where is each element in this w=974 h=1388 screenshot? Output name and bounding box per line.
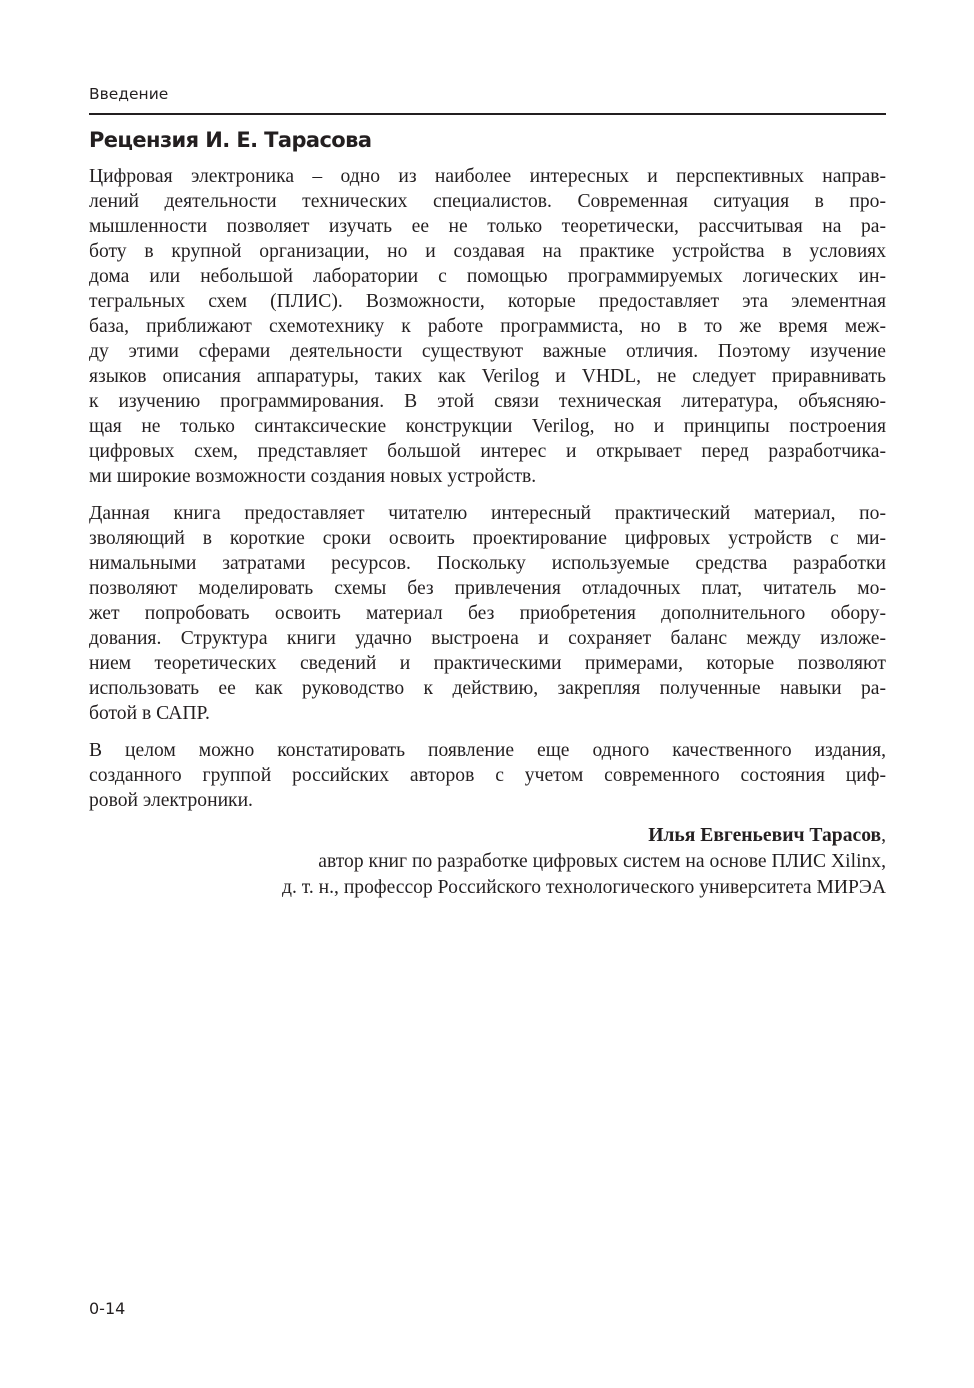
- text-line: цифровых схем, представляет большой интерес и открывает перед разработчика-: [89, 441, 886, 462]
- signature-name-line: [89, 823, 886, 849]
- text-line: к изучению программирования. В этой связи техническая литература, объясняю-: [89, 391, 886, 412]
- text-line: зволяющий в короткие сроки освоить проектирование цифровых устройств с ми-: [89, 528, 886, 549]
- section-title: Рецензия И. Е. Тарасова: [89, 128, 372, 152]
- reviewer-credentials-2: д. т. н., профессор Российского технологического университета МИРЭА: [281, 877, 886, 898]
- text-line: щая не только синтаксические конструкции Verilog, но и принципы построения: [89, 416, 886, 437]
- running-head: Введение: [89, 85, 169, 103]
- text-line: В целом можно констатировать появление еще одного качественного издания,: [89, 740, 886, 761]
- page-number: 0-14: [89, 1299, 126, 1318]
- reviewer-credentials-1: автор книг по разработке цифровых систем на основе ПЛИС Xilinx,: [318, 851, 886, 872]
- text-line: тегральных схем (ПЛИС). Возможности, которые предоставляет эта элементная: [89, 291, 886, 312]
- text-line: база, приближают схемотехнику к работе программиста, но в то же время меж-: [89, 316, 886, 337]
- text-line: Данная книга предоставляет читателю интересный практический материал, по-: [89, 503, 886, 524]
- text-line: нием теоретических сведений и практическими примерами, которые позволяют: [89, 653, 886, 674]
- text-line: ботой в САПР.: [89, 703, 210, 724]
- text-line: Цифровая электроника – одно из наиболее интересных и перспективных направ-: [89, 166, 886, 187]
- text-line: ровой электроники.: [89, 790, 253, 811]
- text-line: ми широкие возможности создания новых устройств.: [89, 466, 537, 487]
- text-line: языков описания аппаратуры, таких как Verilog и VHDL, не следует приравнивать: [89, 366, 886, 387]
- review-body: [89, 164, 886, 825]
- header-rule: [89, 113, 886, 115]
- paragraph-2: [89, 501, 886, 726]
- text-line: дования. Структура книги удачно выстроена и сохраняет баланс между изложе-: [89, 628, 886, 649]
- paragraph-3: [89, 738, 886, 813]
- text-line: мышленности позволяет изучать ее не только теоретически, рассчитывая на ра-: [89, 216, 886, 237]
- text-line: жет попробовать освоить материал без приобретения дополнительного обору-: [89, 603, 886, 624]
- text-line: позволяют моделировать схемы без привлечения отладочных плат, читатель мо-: [89, 578, 886, 599]
- paragraph-1: [89, 164, 886, 489]
- text-line: созданного группой российских авторов с учетом современного состояния циф-: [89, 765, 886, 786]
- signature-block: [89, 823, 886, 901]
- reviewer-name: Илья Евгеньевич Тарасов: [648, 825, 882, 846]
- name-suffix: ,: [881, 825, 886, 846]
- text-line: дома или небольшой лаборатории с помощью программируемых логических ин-: [89, 266, 886, 287]
- text-line: нимальными затратами ресурсов. Поскольку используемые средства разработки: [89, 553, 886, 574]
- text-line: ду этими сферами деятельности существуют важные отличия. Поэтому изучение: [89, 341, 886, 362]
- text-line: лений деятельности технических специалистов. Современная ситуация в про-: [89, 191, 886, 212]
- text-line: использовать ее как руководство к действию, закрепляя полученные навыки ра-: [89, 678, 886, 699]
- text-line: боту в крупной организации, но и создавая на практике устройства в условиях: [89, 241, 886, 262]
